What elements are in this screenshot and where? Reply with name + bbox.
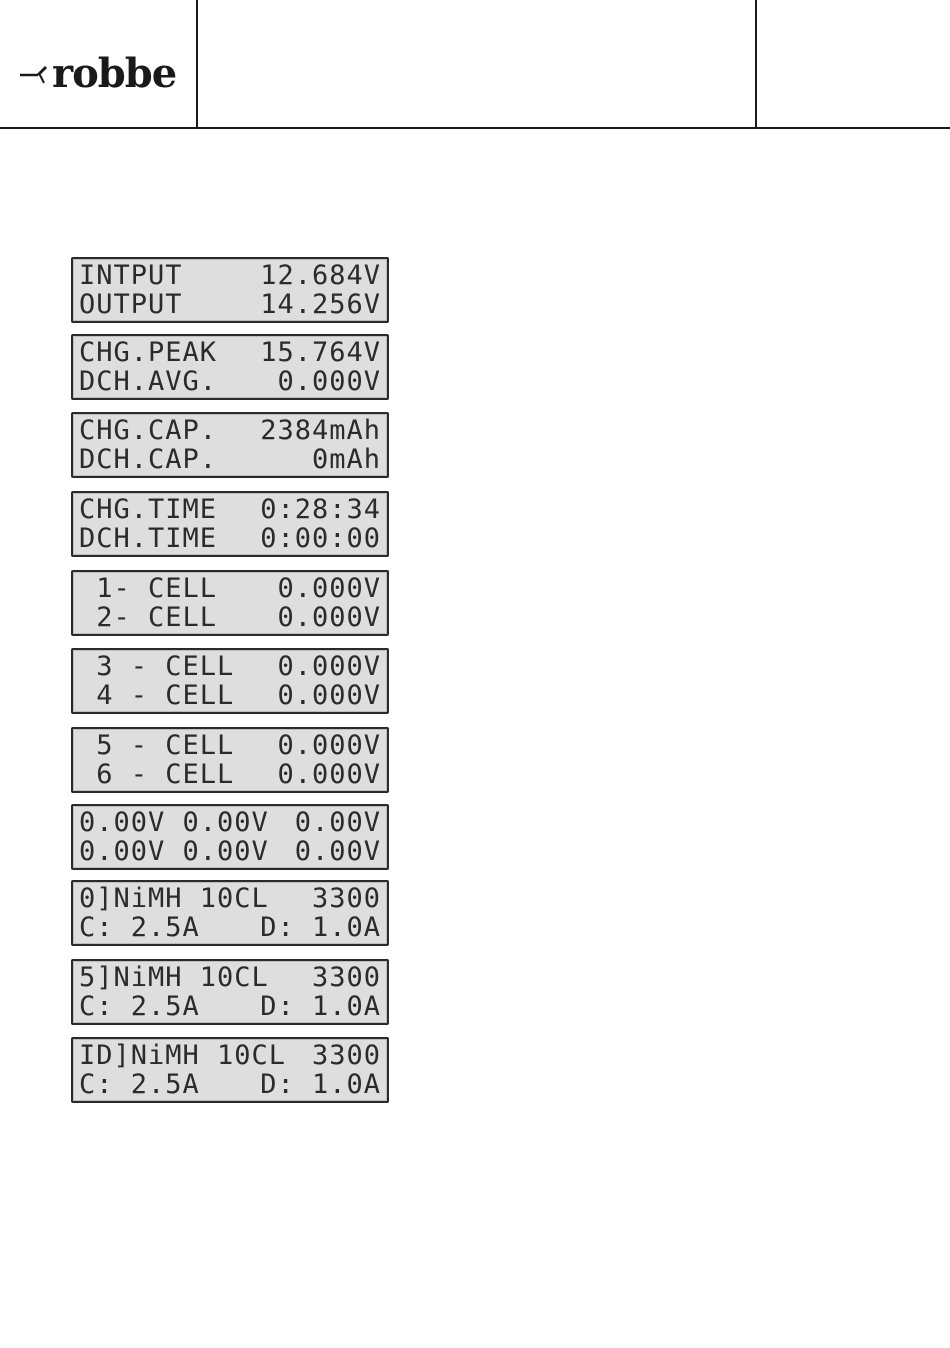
lcd-line (79, 495, 381, 525)
lcd-value: D: 1.0A (260, 1069, 381, 1100)
lcd-value: 0:28:34 (260, 494, 381, 525)
lcd-value: 12.684V (260, 260, 381, 291)
lcd-label: INTPUT (79, 260, 183, 291)
lcd-label: ID]NiMH 10CL (79, 1040, 287, 1071)
lcd-value: 0.000V (277, 366, 381, 397)
lcd-panel (71, 412, 389, 478)
lcd-panel (71, 491, 389, 557)
lcd-line (79, 731, 381, 761)
logo-text: robbe (52, 50, 177, 97)
lcd-line (79, 261, 381, 291)
lcd-value: 0.000V (277, 602, 381, 633)
lcd-value: D: 1.0A (260, 991, 381, 1022)
lcd-line (79, 290, 381, 320)
lcd-panel (71, 257, 389, 323)
lcd-line (79, 603, 381, 633)
lcd-label: DCH.AVG. (79, 366, 218, 397)
lcd-label: CHG.TIME (79, 494, 218, 525)
lcd-value: 0.000V (277, 680, 381, 711)
header-divider (196, 0, 198, 129)
lcd-label: OUTPUT (79, 289, 183, 320)
lcd-label: CHG.PEAK (79, 337, 218, 368)
lcd-value: 15.764V (260, 337, 381, 368)
lcd-label: C: 2.5A (79, 912, 200, 943)
logo-mark-icon (18, 59, 50, 89)
lcd-line (79, 884, 381, 914)
lcd-line (79, 913, 381, 943)
lcd-panel (71, 804, 389, 870)
lcd-label: 1- CELL (79, 573, 218, 604)
lcd-line (79, 338, 381, 368)
lcd-panel (71, 570, 389, 636)
robbe-logo (18, 52, 176, 96)
lcd-line (79, 1041, 381, 1071)
lcd-line (79, 574, 381, 604)
lcd-value: 0.000V (277, 573, 381, 604)
lcd-line (79, 681, 381, 711)
lcd-line (79, 808, 381, 838)
lcd-value: 0.00V (294, 807, 381, 838)
lcd-value: 0.00V (294, 836, 381, 867)
lcd-line (79, 760, 381, 790)
lcd-label: 5]NiMH 10CL (79, 962, 269, 993)
lcd-value: 3300 (311, 962, 381, 993)
lcd-line (79, 367, 381, 397)
lcd-label: DCH.TIME (79, 523, 218, 554)
lcd-panel (71, 959, 389, 1025)
lcd-line (79, 963, 381, 993)
lcd-panel (71, 648, 389, 714)
lcd-label: 0.00V 0.00V (79, 836, 269, 867)
page-header (0, 0, 950, 129)
lcd-value: 14.256V (260, 289, 381, 320)
lcd-line (79, 992, 381, 1022)
lcd-line (79, 837, 381, 867)
lcd-line (79, 1070, 381, 1100)
lcd-value: 0.000V (277, 730, 381, 761)
lcd-label: CHG.CAP. (79, 415, 218, 446)
lcd-value: 0.000V (277, 759, 381, 790)
lcd-label: 0.00V 0.00V (79, 807, 269, 838)
lcd-value: 0.000V (277, 651, 381, 682)
lcd-label: DCH.CAP. (79, 444, 218, 475)
lcd-line (79, 524, 381, 554)
lcd-label: 4 - CELL (79, 680, 235, 711)
lcd-panel (71, 1037, 389, 1103)
lcd-label: 0]NiMH 10CL (79, 883, 269, 914)
lcd-line (79, 652, 381, 682)
lcd-panel (71, 880, 389, 946)
lcd-value: 3300 (311, 1040, 381, 1071)
header-divider (755, 0, 757, 129)
lcd-label: 2- CELL (79, 602, 218, 633)
lcd-value: D: 1.0A (260, 912, 381, 943)
lcd-value: 0mAh (311, 444, 381, 475)
lcd-value: 3300 (311, 883, 381, 914)
lcd-label: C: 2.5A (79, 991, 200, 1022)
lcd-line (79, 445, 381, 475)
lcd-panel (71, 727, 389, 793)
lcd-label: 5 - CELL (79, 730, 235, 761)
lcd-value: 0:00:00 (260, 523, 381, 554)
lcd-label: C: 2.5A (79, 1069, 200, 1100)
lcd-label: 6 - CELL (79, 759, 235, 790)
lcd-value: 2384mAh (260, 415, 381, 446)
lcd-label: 3 - CELL (79, 651, 235, 682)
lcd-line (79, 416, 381, 446)
lcd-panel (71, 334, 389, 400)
